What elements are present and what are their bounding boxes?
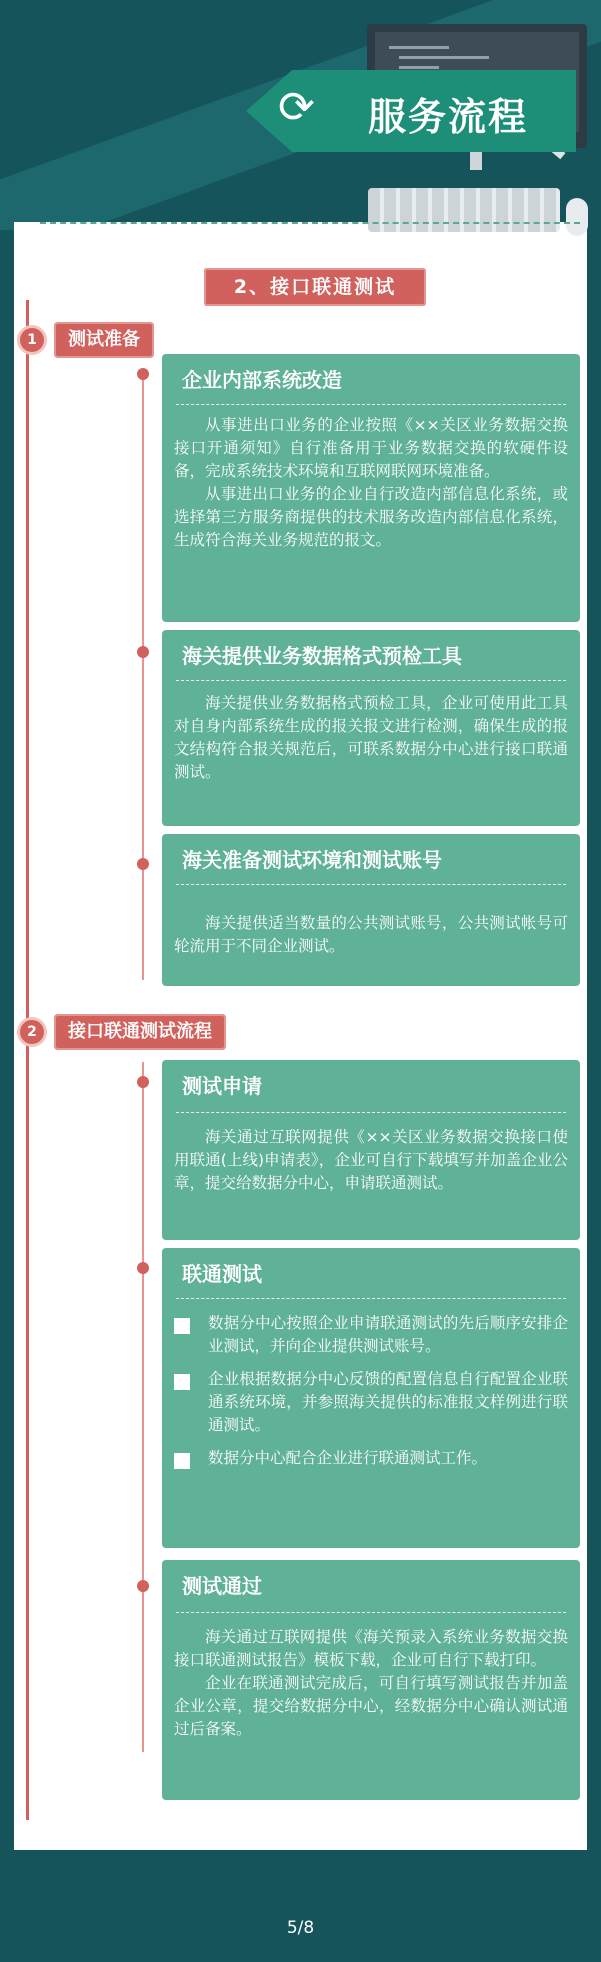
card-divider (176, 680, 566, 681)
card-title: 企业内部系统改造 (182, 368, 342, 392)
step-label: 测试准备 (54, 322, 154, 358)
card-title: 联通测试 (182, 1262, 262, 1286)
card-test-application (162, 1060, 580, 1240)
card-test-environment (162, 834, 580, 986)
card-paragraph: 海关通过互联网提供《××关区业务数据交换接口使用联通(上线)申请表》，企业可自行下载填写并加盖企业公章，提交给数据分中心，申请联通测试。 (174, 1128, 568, 1192)
card-divider (176, 1112, 566, 1113)
keyboard-illustration (368, 188, 560, 232)
timeline-dot (137, 858, 149, 870)
timeline-line (26, 300, 29, 1820)
refresh-icon: ⟳ (278, 82, 315, 133)
card-body (174, 912, 568, 958)
bullet-text: 数据分中心配合企业进行联通测试工作。 (208, 1449, 488, 1467)
card-precheck-tool (162, 630, 580, 826)
bullet-text: 数据分中心按照企业申请联通测试的先后顺序安排企业测试，并向企业提供测试账号。 (208, 1314, 568, 1355)
card-test-passed (162, 1560, 580, 1800)
card-connectivity-test (162, 1248, 580, 1548)
card-paragraph: 企业在联通测试完成后，可自行填写测试报告并加盖企业公章，提交给数据分中心，经数据分中心确认测试通过后备案。 (174, 1674, 568, 1738)
card-title: 测试通过 (182, 1574, 262, 1598)
card-title: 海关准备测试环境和测试账号 (182, 848, 442, 872)
card-paragraph: 从事进出口业务的企业按照《××关区业务数据交换接口开通须知》自行准备用于业务数据交换的软硬件设备，完成系统技术环境和互联网联网环境准备。 (174, 416, 568, 480)
card-divider (176, 404, 566, 405)
step-number: 1 (20, 328, 44, 352)
card-title: 测试申请 (182, 1074, 262, 1098)
checkbox-square-icon (174, 1318, 190, 1334)
card-body (174, 414, 568, 552)
timeline-dot (137, 646, 149, 658)
section-title: 2、接口联通测试 (204, 268, 426, 306)
code-line (399, 56, 489, 59)
bullet-item (174, 1368, 568, 1437)
timeline-dot (137, 1262, 149, 1274)
banner-title: 服务流程 (368, 95, 529, 139)
card-paragraph: 从事进出口业务的企业自行改造内部信息化系统，或选择第三方服务商提供的技术服务改造内部信息化系统，生成符合海关业务规范的报文。 (174, 485, 568, 549)
timeline-dot (137, 1580, 149, 1592)
step-1-subline (142, 370, 144, 980)
card-body (174, 1126, 568, 1195)
step-label: 接口联通测试流程 (54, 1014, 226, 1050)
checkbox-square-icon (174, 1453, 190, 1469)
step-2-subline (142, 1062, 144, 1752)
code-line (389, 46, 449, 49)
code-line (399, 66, 439, 69)
card-divider (176, 1612, 566, 1613)
card-title: 海关提供业务数据格式预检工具 (182, 644, 462, 668)
checkbox-square-icon (174, 1374, 190, 1390)
card-paragraph: 海关提供适当数量的公共测试账号，公共测试帐号可轮流用于不同企业测试。 (174, 914, 568, 955)
card-body (174, 1312, 568, 1480)
card-divider (176, 1298, 566, 1299)
mouse-illustration (566, 198, 588, 236)
bullet-text: 企业根据数据分中心反馈的配置信息自行配置企业联通系统环境，并参照海关提供的标准报文样例进行联通测试。 (208, 1370, 568, 1434)
card-paragraph: 海关通过互联网提供《海关预录入系统业务数据交换接口联通测试报告》模板下载，企业可自行下载打印。 (174, 1628, 568, 1669)
card-body (174, 1626, 568, 1741)
card-internal-system (162, 354, 580, 622)
bullet-item (174, 1447, 568, 1470)
bullet-item (174, 1312, 568, 1358)
timeline-dot (137, 368, 149, 380)
dashed-divider (40, 222, 580, 224)
card-paragraph: 海关提供业务数据格式预检工具，企业可使用此工具对自身内部系统生成的报关报文进行检测，确保生成的报文结构符合报关规范后，可联系数据分中心进行接口联通测试。 (174, 694, 568, 781)
card-body (174, 692, 568, 784)
card-divider (176, 884, 566, 885)
step-number: 2 (20, 1020, 44, 1044)
timeline-dot (137, 1076, 149, 1088)
page-number: 5/8 (286, 1918, 315, 1938)
